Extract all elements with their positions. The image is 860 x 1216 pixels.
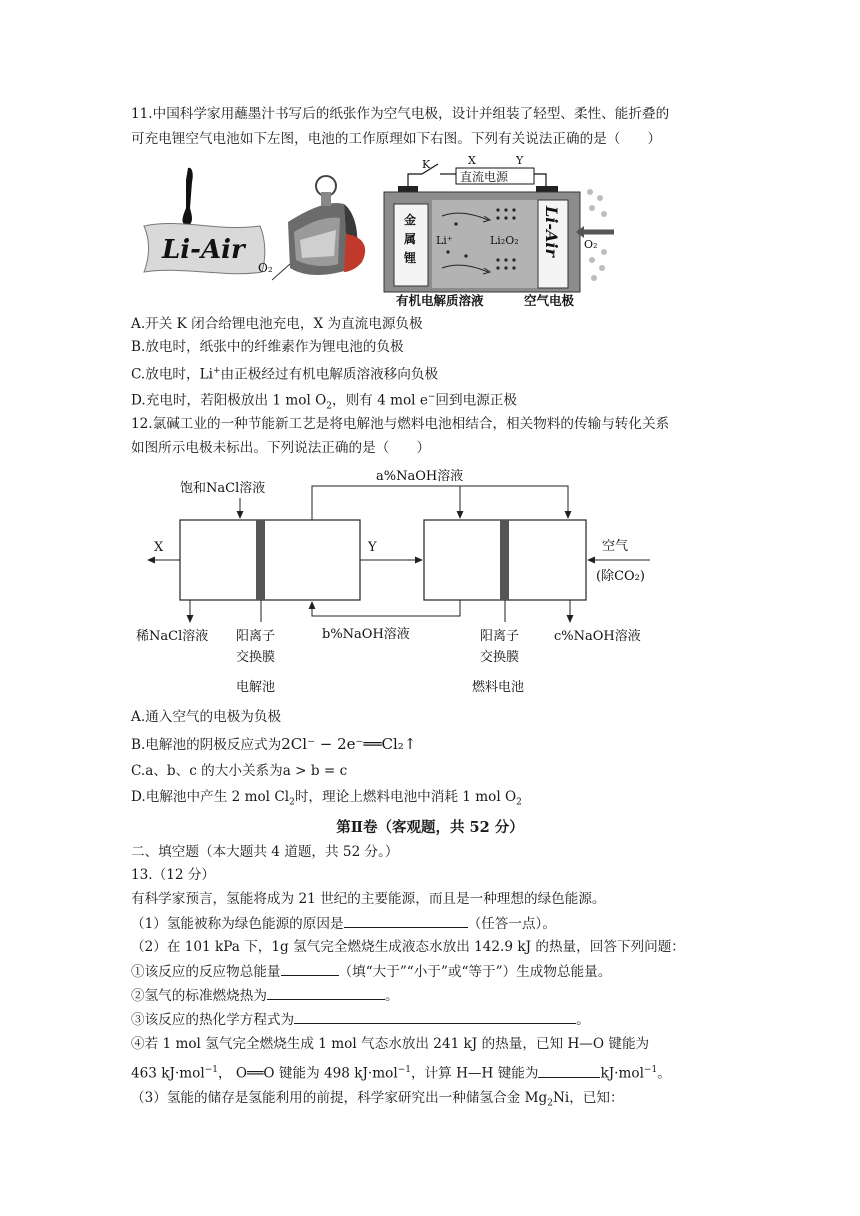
caption-electrolyte: 有机电解质溶液 [396,293,484,308]
air-label: 空气 [602,539,629,554]
q13-sub2-blank[interactable] [267,985,385,1000]
terminal-y-label: Y [516,154,524,167]
q13-sub2 [131,985,399,1006]
q12-option-a: A.通入空气的电极为负极 [131,709,282,725]
q13-sub4-line1: ④若 1 mol 氢气完全燃烧生成 1 mol 气态水放出 241 kJ 的热量，已知 H—O 键能为 [131,1036,650,1052]
sat-nacl-label: 饱和NaCl溶液 [180,481,266,496]
q13-sub4-blank[interactable] [538,1063,600,1078]
membrane-left-line1: 阳离子 [236,629,276,644]
q12-option-b-pre: B.电解池的阴极反应式为 [131,737,282,753]
x-label: X [154,540,164,555]
q12-stem-line2: 如图所示电极未标出。下列说法正确的是（ ） [131,440,431,456]
q13-sub1-blank[interactable] [281,961,339,976]
q13-head: 13.（12 分） [131,867,216,883]
q12-option-b [131,734,416,755]
q11-option-a: A.开关 K 闭合给锂电池充电，X 为直流电源负极 [131,316,423,332]
q13-sub1 [131,961,611,982]
q12-option-d-sub2: 2 [516,797,522,808]
electrolytic-membrane [256,520,265,600]
q13-part1-blank[interactable] [344,913,468,928]
li2o2-label: Li₂O₂ [490,234,519,247]
q11-option-d-sub: 2 [326,401,332,412]
right-o2-label: O₂ [584,238,598,251]
q11-option-c-post: 由正极经过有机电解质溶液移向负极 [220,366,439,383]
q13-intro: 有科学家预言，氢能将成为 21 世纪的主要能源，而且是一种理想的绿色能源。 [131,891,606,907]
q13-part1 [131,913,556,934]
q13-sub3 [131,1009,590,1030]
switch-k-label: K [422,158,431,171]
q13-part3-pre: （3）氢能的储存是氢能利用的前提，科学家研究出一种储氢合金 Mg [131,1090,548,1106]
q13-sub1-pre: ①该反应的反应物总能量 [131,964,281,980]
q11-option-d-post: 回到电源正极 [435,392,517,409]
q12-option-c [131,761,347,781]
fuel-cell-membrane [500,520,509,600]
c-naoh-label: c%NaOH溶液 [554,629,641,644]
q12-option-b-eq: 2Cl⁻ − 2e⁻══Cl₂↑ [281,735,417,753]
li-ion-label: Li⁺ [436,234,453,247]
q11-option-d-mid: ，则有 4 mol e [332,392,428,409]
q12-option-c-pre: C.a、b、c 的大小关系为 [131,763,283,779]
q13-sub4-line2 [131,1060,671,1084]
q13-sub3-post: 。 [576,1012,590,1028]
q12-option-d-mid: 时，理论上燃料电池中消耗 1 mol O [294,789,517,805]
q11-option-d-pre: D.充电时，若阳极放出 1 mol O [131,392,327,409]
terminal-x-label: X [468,154,476,167]
b-naoh-label: b%NaOH溶液 [322,627,410,642]
q11-stem-line2: 可充电锂空气电池如下左图，电池的工作原理如下右图。下列有关说法正确的是（ ） [131,131,662,147]
q11-option-c-li: Li [199,366,213,383]
q13-sub4-a: 463 kJ·mol [131,1065,205,1082]
q13-part1-pre: （1）氢能被称为绿色能源的原因是 [131,916,344,932]
q13-part2: （2）在 101 kPa 下，1g 氢气完全燃烧生成液态水放出 142.9 kJ 的热量，回答下列问题： [131,939,685,955]
q11-left-figure [140,160,380,290]
q13-part3 [131,1088,624,1114]
q12-option-c-eq: a > b = c [282,763,348,779]
q13-part1-post: （任答一点）。 [467,916,556,932]
membrane-right-line2: 交换膜 [480,650,520,665]
metal-char-3: 锂 [404,251,417,265]
membrane-left-line2: 交换膜 [236,650,276,665]
q11-option-b: B.放电时，纸张中的纤维素作为锂电池的负极 [131,339,404,355]
q11-right-figure [378,152,620,310]
dilute-nacl-label: 稀NaCl溶液 [136,629,209,644]
q13-part3-post: Ni，已知： [552,1090,624,1106]
caption-air-electrode: 空气电极 [524,293,575,308]
q13-sub4-e: 。 [657,1065,671,1082]
q13-sub4-d: kJ·mol [600,1065,644,1082]
dc-power-label: 直流电源 [460,170,509,184]
q13-sub3-blank[interactable] [294,1009,576,1024]
q11-option-c [131,361,438,385]
q11-left-o2: O₂ [258,261,273,275]
metal-char-1: 金 [404,213,417,227]
q12-option-d-pre: D.电解池中产生 2 mol Cl [131,789,290,805]
metal-char-2: 属 [404,232,417,246]
a-naoh-label: a%NaOH溶液 [376,469,464,484]
y-label: Y [368,540,377,555]
q12-diagram [130,462,670,702]
q13-sub2-post: 。 [384,988,399,1004]
membrane-right-line1: 阳离子 [480,629,520,644]
q13-sub4-c: ，计算 H—H 键能为 [410,1065,539,1082]
section2-part: 二、填空题（本大题共 4 道题，共 52 分。） [131,844,399,860]
q13-sub4-b: ， O══O 键能为 498 kJ·mol [217,1065,398,1082]
q13-sub4-sup1: −1 [204,1065,218,1075]
q12-option-d [131,787,522,813]
q13-sub4-sup2: −1 [397,1065,411,1075]
q11-left-logo: Li-Air [162,235,245,265]
fuel-cell-label: 燃料电池 [472,680,525,695]
q13-sub3-pre: ③该反应的热化学方程式为 [131,1012,295,1028]
electrolytic-cell-box [180,520,360,600]
section2-title: 第Ⅱ卷（客观题，共 52 分） [336,819,524,836]
q13-part3-sub: 2 [547,1098,553,1109]
q11-option-d [131,387,517,416]
air-electrode-logo: Li-Air [542,206,561,257]
remove-co2-label: (除CO₂) [596,569,645,584]
q13-sub2-pre: ②氢气的标准燃烧热为 [131,988,267,1004]
electrolytic-cell-label: 电解池 [236,680,276,695]
q11-option-c-pre: C.放电时， [131,366,200,383]
q13-sub4-sup3: −1 [643,1065,658,1075]
q11-option-c-plus: + [213,366,221,376]
q11-stem-line1: 11.中国科学家用蘸墨汁书写后的纸张作为空气电极，设计并组装了轻型、柔性、能折叠的 [131,106,670,122]
q13-sub1-post: （填“大于”“小于”或“等于”）生成物总能量。 [338,964,612,980]
q11-option-d-sup: − [427,392,436,402]
q12-option-d-sub: 2 [289,797,295,808]
q12-stem-line1: 12.氯碱工业的一种节能新工艺是将电解池与燃料电池相结合，相关物料的传输与转化关系 [131,416,670,432]
